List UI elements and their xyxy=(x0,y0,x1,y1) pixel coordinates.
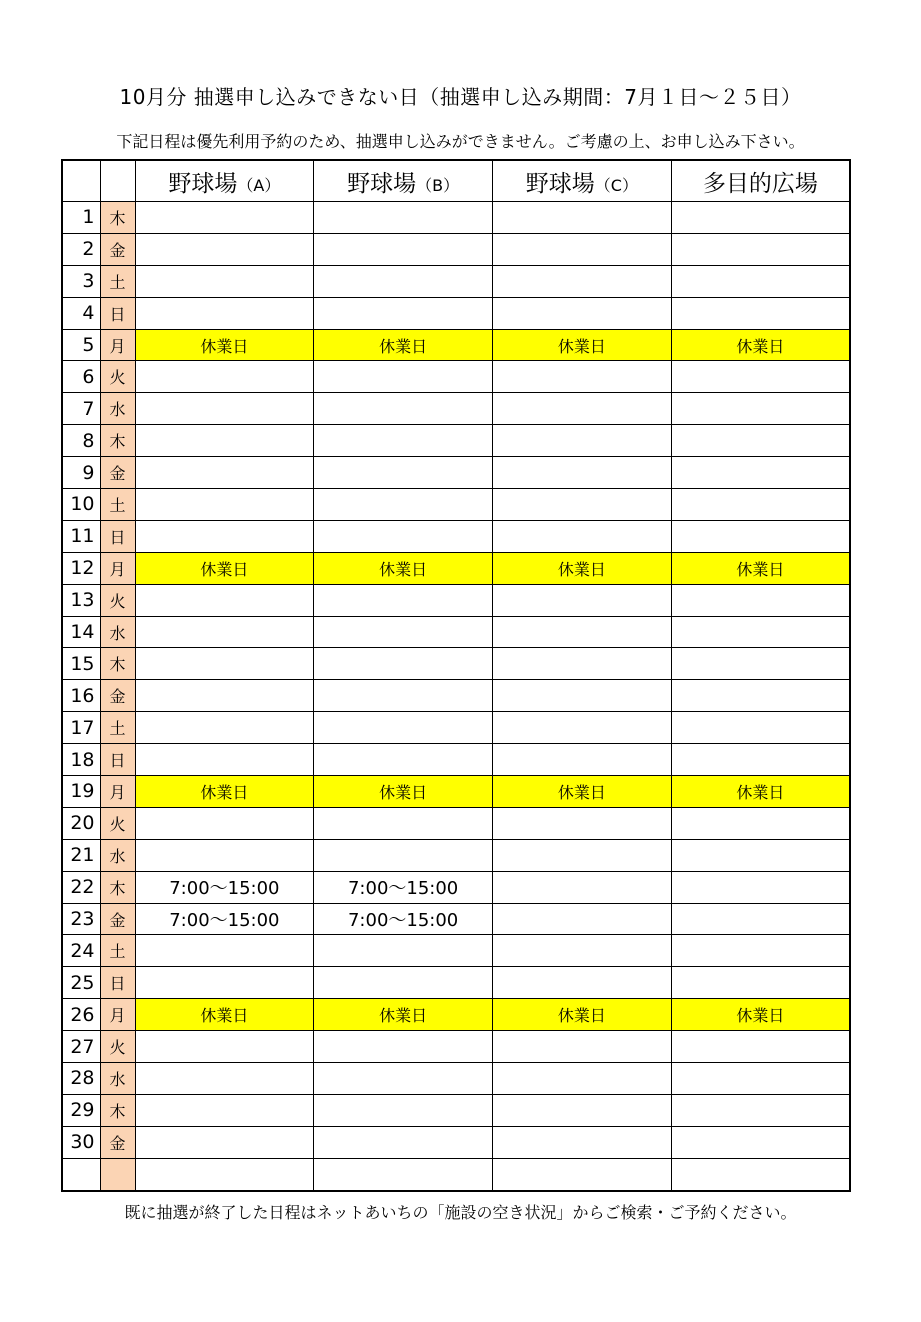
weekday-label: 月 xyxy=(100,329,135,361)
schedule-cell xyxy=(314,393,493,425)
schedule-cell xyxy=(314,584,493,616)
schedule-cell xyxy=(493,1094,672,1126)
weekday-label: 月 xyxy=(100,776,135,808)
schedule-cell xyxy=(493,584,672,616)
weekday-label: 金 xyxy=(100,457,135,489)
schedule-cell xyxy=(314,839,493,871)
schedule-cell xyxy=(314,1126,493,1158)
header-weekday-cell xyxy=(100,160,135,202)
schedule-cell xyxy=(314,489,493,521)
weekday-label: 木 xyxy=(100,425,135,457)
header-row xyxy=(62,160,850,202)
schedule-cell xyxy=(135,744,314,776)
schedule-cell xyxy=(135,520,314,552)
table-row xyxy=(62,1126,850,1158)
weekday-label: 日 xyxy=(100,744,135,776)
day-number: 18 xyxy=(62,744,100,776)
schedule-cell xyxy=(493,457,672,489)
schedule-cell xyxy=(135,648,314,680)
schedule-cell xyxy=(671,425,850,457)
day-number: 20 xyxy=(62,807,100,839)
table-row xyxy=(62,1063,850,1095)
weekday-label: 火 xyxy=(100,1031,135,1063)
schedule-cell xyxy=(135,616,314,648)
table-body xyxy=(62,202,850,1191)
holiday-cell: 休業日 xyxy=(493,999,672,1031)
schedule-cell xyxy=(314,233,493,265)
table-row xyxy=(62,393,850,425)
schedule-cell xyxy=(671,935,850,967)
table-row xyxy=(62,297,850,329)
table-row xyxy=(62,361,850,393)
reserved-time-cell: 7:00～15:00 xyxy=(314,871,493,903)
schedule-cell xyxy=(314,520,493,552)
schedule-cell xyxy=(314,680,493,712)
day-number: 8 xyxy=(62,425,100,457)
day-number: 21 xyxy=(62,839,100,871)
day-number: 16 xyxy=(62,680,100,712)
weekday-label: 日 xyxy=(100,520,135,552)
schedule-cell xyxy=(493,1158,672,1190)
schedule-cell xyxy=(671,1031,850,1063)
schedule-cell xyxy=(135,712,314,744)
holiday-cell: 休業日 xyxy=(493,552,672,584)
table-row xyxy=(62,839,850,871)
facility-name: 多目的広場 xyxy=(702,170,818,197)
table-row xyxy=(62,1094,850,1126)
day-number: 14 xyxy=(62,616,100,648)
schedule-cell xyxy=(671,807,850,839)
day-number: 23 xyxy=(62,903,100,935)
schedule-cell xyxy=(493,489,672,521)
holiday-cell: 休業日 xyxy=(314,329,493,361)
schedule-cell xyxy=(493,935,672,967)
holiday-cell: 休業日 xyxy=(135,329,314,361)
schedule-cell xyxy=(493,871,672,903)
schedule-cell xyxy=(135,807,314,839)
holiday-cell: 休業日 xyxy=(314,776,493,808)
day-number: 7 xyxy=(62,393,100,425)
weekday-label: 水 xyxy=(100,393,135,425)
schedule-cell xyxy=(135,202,314,234)
schedule-cell xyxy=(671,616,850,648)
weekday-label: 金 xyxy=(100,680,135,712)
schedule-cell xyxy=(314,202,493,234)
schedule-cell xyxy=(671,871,850,903)
schedule-cell xyxy=(493,712,672,744)
day-number: 28 xyxy=(62,1063,100,1095)
schedule-cell xyxy=(135,489,314,521)
schedule-cell xyxy=(493,297,672,329)
schedule-cell xyxy=(493,616,672,648)
weekday-label: 火 xyxy=(100,807,135,839)
header-facility-a xyxy=(135,160,314,202)
schedule-cell xyxy=(671,297,850,329)
holiday-cell: 休業日 xyxy=(493,329,672,361)
schedule-cell xyxy=(671,1158,850,1190)
schedule-cell xyxy=(493,1031,672,1063)
table-row xyxy=(62,616,850,648)
schedule-cell xyxy=(493,393,672,425)
schedule-cell xyxy=(314,457,493,489)
header-day-cell xyxy=(62,160,100,202)
table-row xyxy=(62,520,850,552)
table-row xyxy=(62,584,850,616)
schedule-cell xyxy=(135,297,314,329)
schedule-cell xyxy=(314,648,493,680)
schedule-cell xyxy=(314,935,493,967)
table-row xyxy=(62,776,850,808)
day-number: 1 xyxy=(62,202,100,234)
day-number: 25 xyxy=(62,967,100,999)
table-row xyxy=(62,871,850,903)
holiday-cell: 休業日 xyxy=(493,776,672,808)
table-row xyxy=(62,1031,850,1063)
schedule-table xyxy=(61,159,851,1192)
table-row xyxy=(62,457,850,489)
holiday-cell: 休業日 xyxy=(135,999,314,1031)
schedule-cell xyxy=(314,712,493,744)
weekday-label: 土 xyxy=(100,265,135,297)
schedule-cell xyxy=(493,680,672,712)
weekday-label: 土 xyxy=(100,712,135,744)
schedule-cell xyxy=(493,807,672,839)
reserved-time-cell: 7:00～15:00 xyxy=(314,903,493,935)
table-row xyxy=(62,967,850,999)
header-facility-b xyxy=(314,160,493,202)
schedule-cell xyxy=(493,202,672,234)
table-row xyxy=(62,744,850,776)
holiday-cell: 休業日 xyxy=(135,776,314,808)
weekday-label: 土 xyxy=(100,935,135,967)
table-row xyxy=(62,202,850,234)
schedule-cell xyxy=(671,1094,850,1126)
schedule-cell xyxy=(135,935,314,967)
schedule-cell xyxy=(135,1158,314,1190)
table-header xyxy=(62,160,850,202)
table-row xyxy=(62,999,850,1031)
facility-name: 野球場 xyxy=(525,170,595,197)
weekday-label: 日 xyxy=(100,967,135,999)
weekday-label xyxy=(100,1158,135,1190)
day-number: 15 xyxy=(62,648,100,680)
schedule-cell xyxy=(314,425,493,457)
page-footer-note: 既に抽選が終了した日程はネットあいちの「施設の空き状況」からご検索・ご予約ください。 xyxy=(124,1203,797,1222)
schedule-cell xyxy=(493,967,672,999)
schedule-cell xyxy=(493,839,672,871)
schedule-cell xyxy=(314,807,493,839)
table-row xyxy=(62,425,850,457)
holiday-cell: 休業日 xyxy=(135,552,314,584)
schedule-cell xyxy=(314,1158,493,1190)
holiday-cell: 休業日 xyxy=(314,999,493,1031)
weekday-label: 木 xyxy=(100,1094,135,1126)
day-number: 4 xyxy=(62,297,100,329)
schedule-cell xyxy=(671,233,850,265)
day-number: 17 xyxy=(62,712,100,744)
day-number: 29 xyxy=(62,1094,100,1126)
schedule-cell xyxy=(314,297,493,329)
day-number xyxy=(62,1158,100,1190)
table-row xyxy=(62,489,850,521)
table-row xyxy=(62,807,850,839)
schedule-cell xyxy=(135,1126,314,1158)
schedule-cell xyxy=(135,1031,314,1063)
facility-name: 野球場 xyxy=(347,170,417,197)
schedule-cell xyxy=(135,361,314,393)
day-number: 2 xyxy=(62,233,100,265)
schedule-cell xyxy=(671,489,850,521)
weekday-label: 金 xyxy=(100,1126,135,1158)
weekday-label: 木 xyxy=(100,871,135,903)
schedule-cell xyxy=(671,1126,850,1158)
day-number: 3 xyxy=(62,265,100,297)
day-number: 19 xyxy=(62,776,100,808)
schedule-cell xyxy=(314,1094,493,1126)
table-row xyxy=(62,329,850,361)
table-row xyxy=(62,712,850,744)
day-number: 13 xyxy=(62,584,100,616)
facility-suffix: （B） xyxy=(416,175,460,195)
schedule-cell xyxy=(671,457,850,489)
schedule-cell xyxy=(493,648,672,680)
schedule-cell xyxy=(135,680,314,712)
schedule-cell xyxy=(135,457,314,489)
table-row xyxy=(62,1158,850,1190)
schedule-cell xyxy=(135,1063,314,1095)
schedule-cell xyxy=(493,361,672,393)
schedule-cell xyxy=(671,202,850,234)
weekday-label: 月 xyxy=(100,552,135,584)
facility-name: 野球場 xyxy=(168,170,238,197)
schedule-cell xyxy=(671,744,850,776)
day-number: 10 xyxy=(62,489,100,521)
schedule-cell xyxy=(493,425,672,457)
schedule-cell xyxy=(493,903,672,935)
header-facility-multi xyxy=(671,160,850,202)
schedule-cell xyxy=(671,393,850,425)
schedule-cell xyxy=(135,265,314,297)
holiday-cell: 休業日 xyxy=(671,329,850,361)
day-number: 9 xyxy=(62,457,100,489)
weekday-label: 火 xyxy=(100,584,135,616)
holiday-cell: 休業日 xyxy=(671,552,850,584)
table-row xyxy=(62,680,850,712)
weekday-label: 金 xyxy=(100,903,135,935)
day-number: 24 xyxy=(62,935,100,967)
schedule-cell xyxy=(671,712,850,744)
weekday-label: 金 xyxy=(100,233,135,265)
schedule-cell xyxy=(671,1063,850,1095)
weekday-label: 月 xyxy=(100,999,135,1031)
day-number: 22 xyxy=(62,871,100,903)
holiday-cell: 休業日 xyxy=(314,552,493,584)
weekday-label: 水 xyxy=(100,616,135,648)
day-number: 6 xyxy=(62,361,100,393)
schedule-cell xyxy=(671,648,850,680)
schedule-cell xyxy=(314,265,493,297)
weekday-label: 水 xyxy=(100,839,135,871)
holiday-cell: 休業日 xyxy=(671,776,850,808)
schedule-cell xyxy=(671,361,850,393)
schedule-cell xyxy=(135,1094,314,1126)
table-row xyxy=(62,648,850,680)
schedule-cell xyxy=(493,233,672,265)
header-facility-c xyxy=(493,160,672,202)
schedule-cell xyxy=(493,744,672,776)
schedule-cell xyxy=(671,265,850,297)
page-subtitle: 下記日程は優先利用予約のため、抽選申し込みができません。ご考慮の上、お申し込み下さい。 xyxy=(116,132,805,151)
table-row xyxy=(62,935,850,967)
schedule-cell xyxy=(671,903,850,935)
table-row xyxy=(62,903,850,935)
weekday-label: 木 xyxy=(100,648,135,680)
page-title: 10月分 抽選申し込みできない日（抽選申し込み期間：7月１日～２５日） xyxy=(119,85,802,109)
day-number: 11 xyxy=(62,520,100,552)
day-number: 27 xyxy=(62,1031,100,1063)
schedule-cell xyxy=(671,680,850,712)
day-number: 30 xyxy=(62,1126,100,1158)
schedule-cell xyxy=(671,839,850,871)
schedule-cell xyxy=(135,584,314,616)
facility-suffix: （C） xyxy=(594,175,638,195)
schedule-cell xyxy=(314,1031,493,1063)
table-row xyxy=(62,552,850,584)
schedule-cell xyxy=(671,967,850,999)
schedule-cell xyxy=(135,967,314,999)
table-row xyxy=(62,265,850,297)
weekday-label: 土 xyxy=(100,489,135,521)
schedule-cell xyxy=(314,744,493,776)
weekday-label: 水 xyxy=(100,1063,135,1095)
schedule-cell xyxy=(493,265,672,297)
schedule-cell xyxy=(493,1126,672,1158)
day-number: 5 xyxy=(62,329,100,361)
schedule-cell xyxy=(135,393,314,425)
schedule-cell xyxy=(314,1063,493,1095)
schedule-cell xyxy=(314,616,493,648)
day-number: 26 xyxy=(62,999,100,1031)
weekday-label: 木 xyxy=(100,202,135,234)
schedule-cell xyxy=(135,233,314,265)
schedule-cell xyxy=(314,967,493,999)
schedule-cell xyxy=(493,520,672,552)
weekday-label: 火 xyxy=(100,361,135,393)
schedule-cell xyxy=(493,1063,672,1095)
reserved-time-cell: 7:00～15:00 xyxy=(135,903,314,935)
table-row xyxy=(62,233,850,265)
schedule-cell xyxy=(671,520,850,552)
schedule-cell xyxy=(135,839,314,871)
weekday-label: 日 xyxy=(100,297,135,329)
day-number: 12 xyxy=(62,552,100,584)
holiday-cell: 休業日 xyxy=(671,999,850,1031)
schedule-cell xyxy=(671,584,850,616)
schedule-cell xyxy=(314,361,493,393)
facility-suffix: （A） xyxy=(237,175,281,195)
schedule-cell xyxy=(135,425,314,457)
reserved-time-cell: 7:00～15:00 xyxy=(135,871,314,903)
